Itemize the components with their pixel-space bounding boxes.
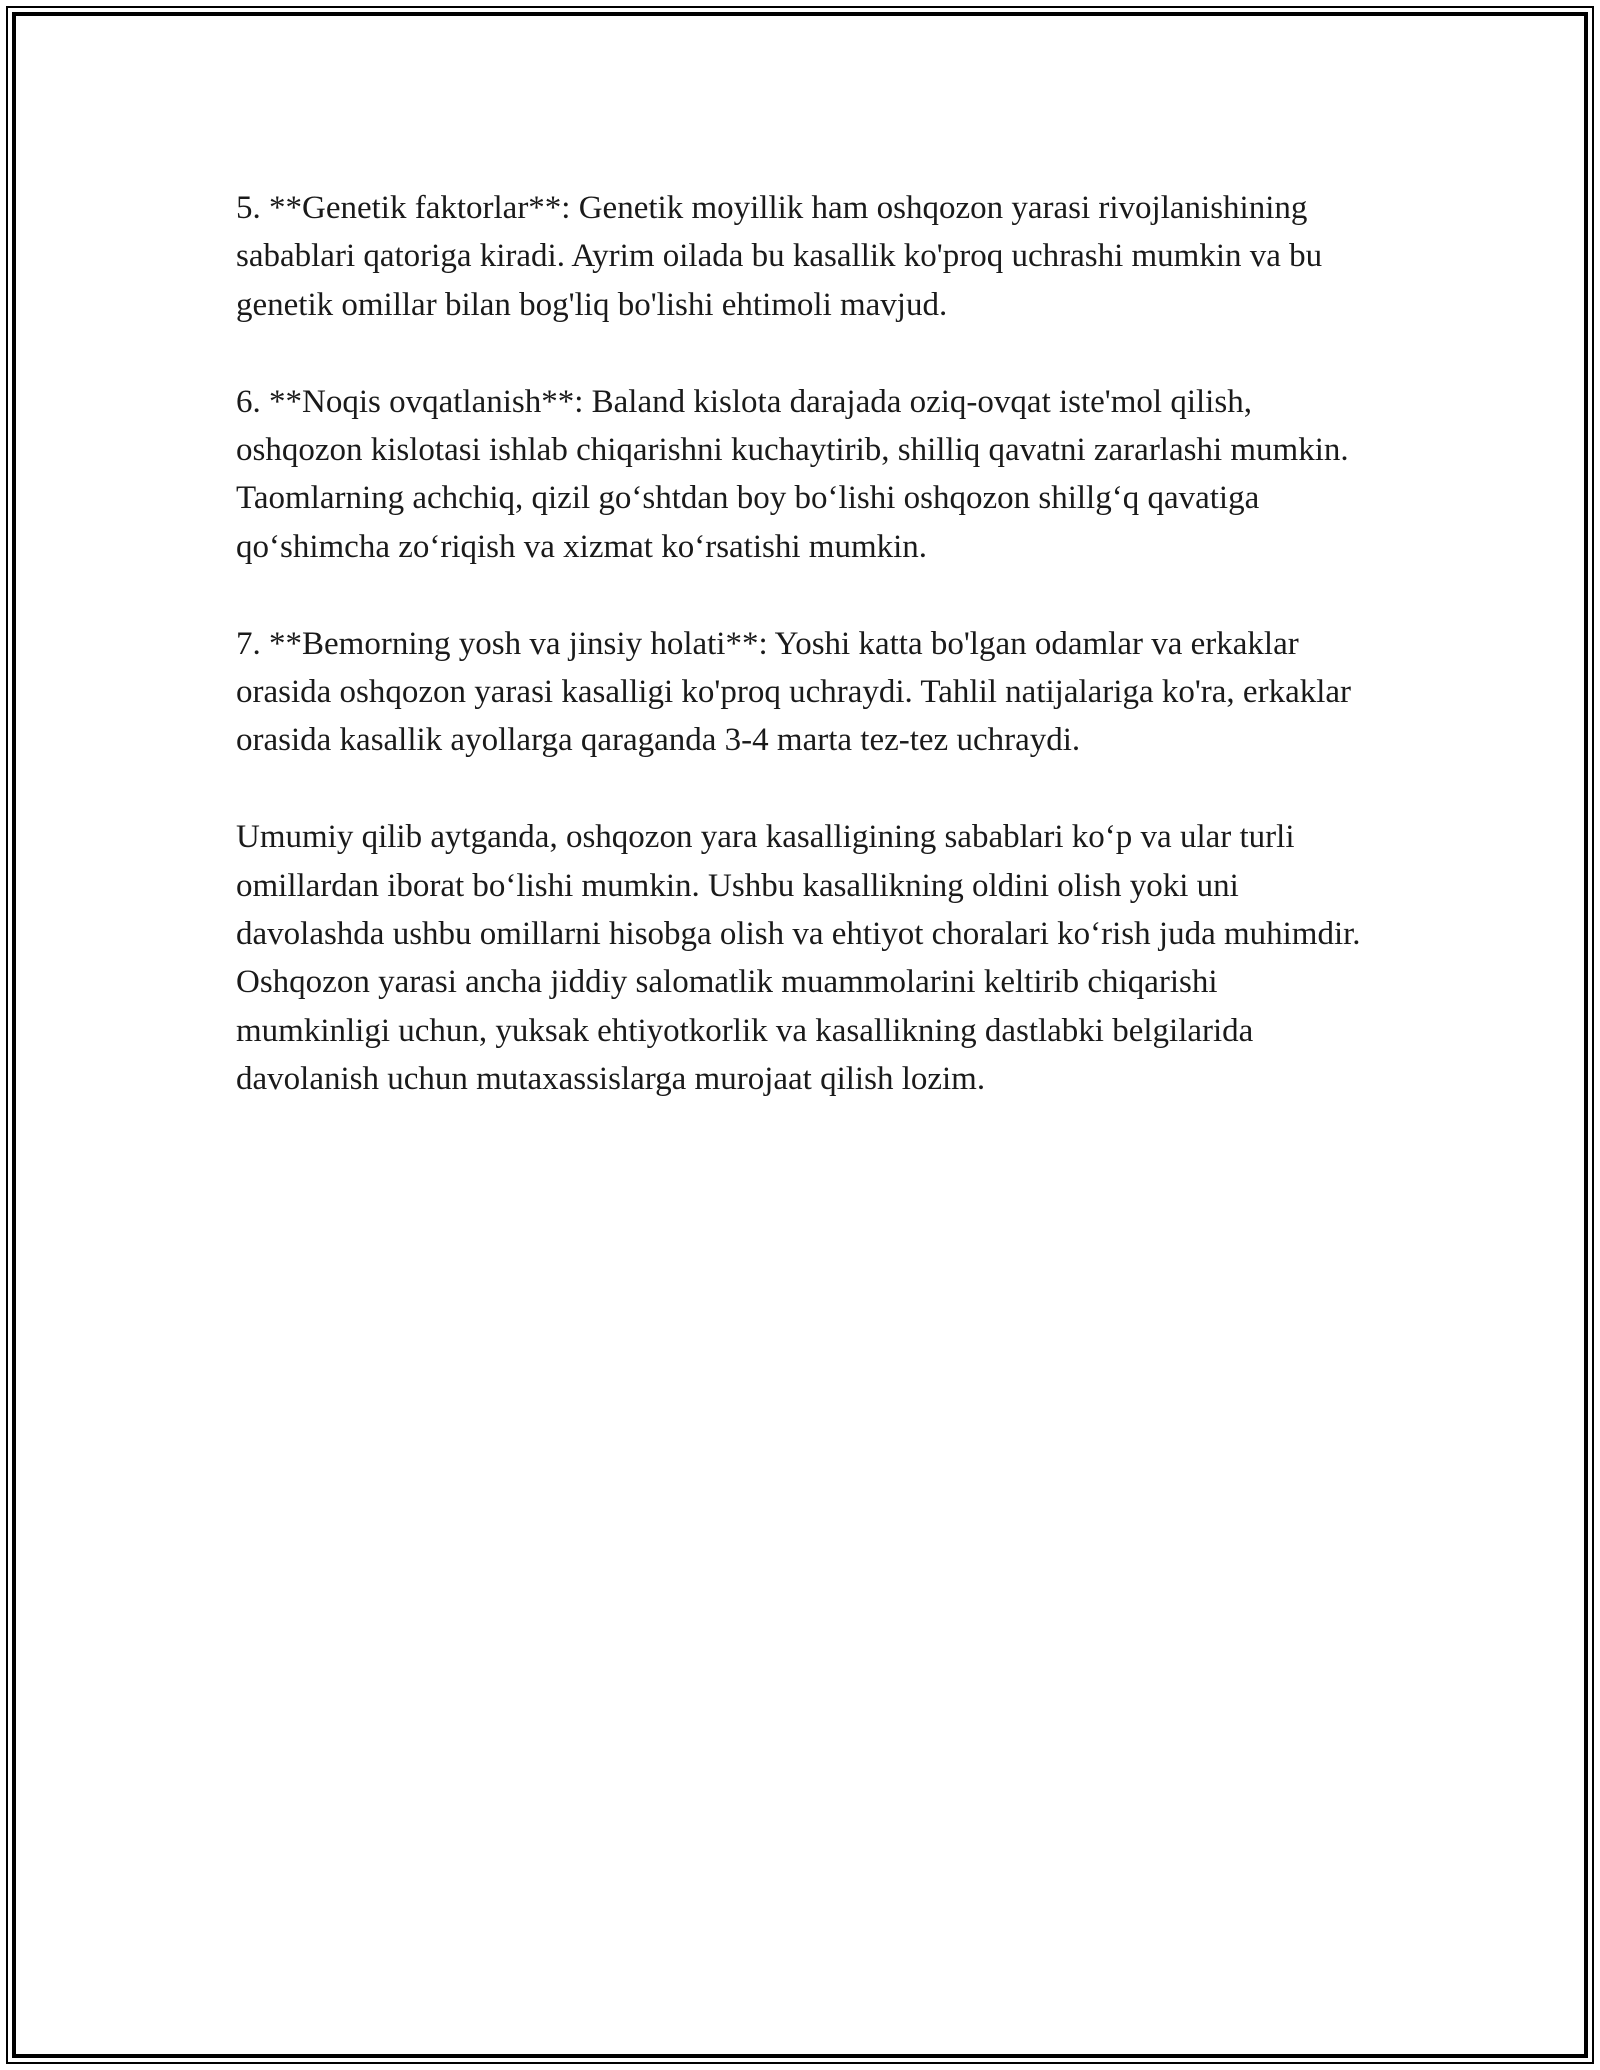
paragraph-poor-nutrition: 6. **Noqis ovqatlanish**: Baland kislota darajada oziq-ovqat iste'mol qilish, oshqozon kislotasi ishlab chiqarishni kuchaytirib, shilliq qavatni zararlashi mumkin. Taomlarning achchiq, qizil goʻshtdan boy boʻlishi oshqozon shillgʻq qavatiga qoʻshimcha zoʻriqish va xizmat koʻrsatishi mumkin. xyxy=(236,383,1349,565)
paragraph-age-and-sex: 7. **Bemorning yosh va jinsiy holati**: Yoshi katta bo'lgan odamlar va erkaklar orasida oshqozon yarasi kasalligi ko'proq uchraydi. Tahlil natijalariga ko'ra, erkaklar orasida kasallik ayollarga qaraganda 3-4 marta tez-tez uchraydi. xyxy=(236,625,1352,759)
document-body xyxy=(236,184,1376,1152)
paragraph-conclusion: Umumiy qilib aytganda, oshqozon yara kasalligining sabablari koʻp va ular turli omillardan iborat boʻlishi mumkin. Ushbu kasallikning oldini olish yoki uni davolashda ushbu omillarni hisobga olish va ehtiyot choralari koʻrish juda muhimdir. Oshqozon yarasi ancha jiddiy salomatlik muammolarini keltirib chiqarishi mumkinligi uchun, yuksak ehtiyotkorlik va kasallikning dastlabki belgilarida davolanish uchun mutaxassislarga murojaat qilish lozim. xyxy=(236,819,1361,1098)
paragraph-genetic-factors: 5. **Genetik faktorlar**: Genetik moyillik ham oshqozon yarasi rivojlanishining sabablari qatoriga kiradi. Ayrim oilada bu kasallik ko'proq uchrashi mumkin va bu genetik omillar bilan bog'liq bo'lishi ehtimoli mavjud. xyxy=(236,190,1323,323)
